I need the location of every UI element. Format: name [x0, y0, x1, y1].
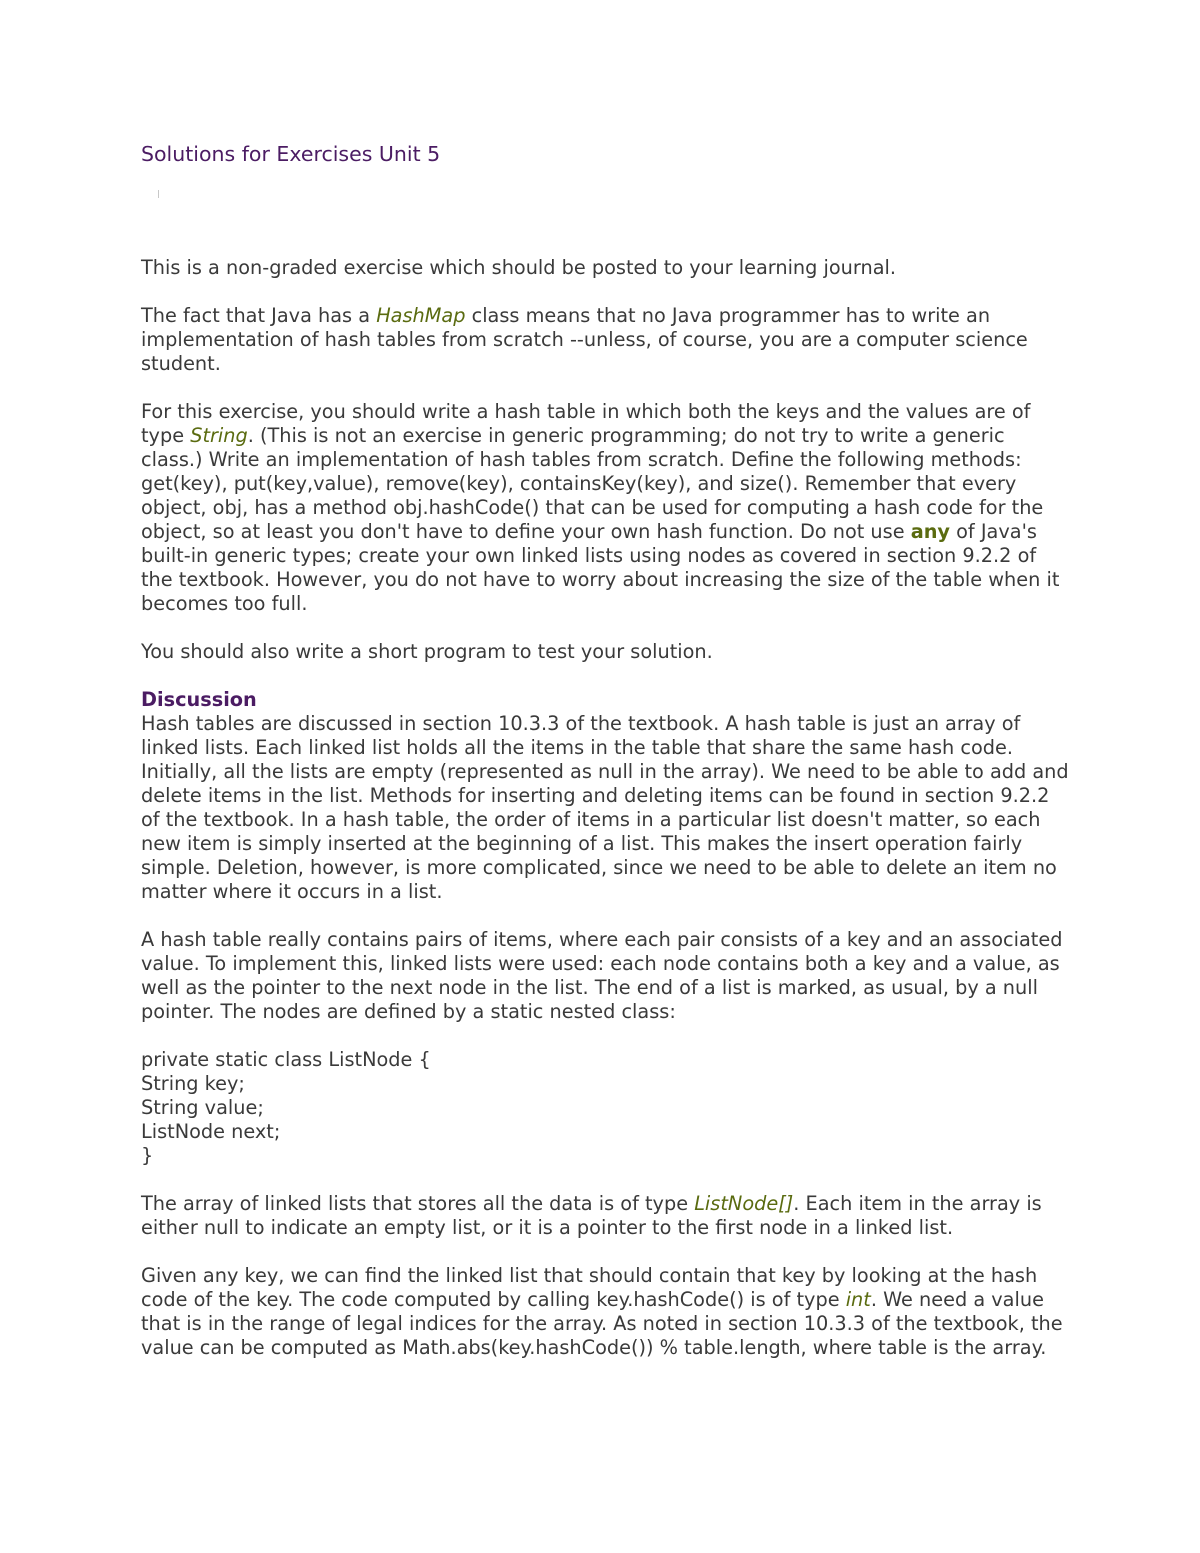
discussion-heading: Discussion [141, 688, 257, 711]
discussion-paragraph-2: A hash table really contains pairs of items, where each pair consists of a key and an associated value. To implement this, linked lists were used: each node contains both a key and a value, as well as the pointer to the next node in the list. The end of a list is marked, as usual, by a null pointer. The nodes are defined by a static nested class: [141, 928, 1063, 1023]
code-line: private static class ListNode { [141, 1048, 431, 1071]
hash-index-text-start: Given any key, we can find the linked list that should contain that key by looking at the hash code of the key. The code computed by calling key.hashCode() is of type [141, 1264, 1038, 1311]
exercise-paragraph [141, 400, 1071, 616]
int-type-name: int [845, 1288, 871, 1311]
hash-index-text-end: . We need a value that is in the range of legal indices for the array. As noted in section 10.3.3 of the textbook, the value can be computed as Math.abs(key.hashCode()) % table.length, where table is the array. [141, 1288, 1063, 1359]
array-type-text-start: The array of linked lists that stores all the data is of type [141, 1192, 695, 1215]
discussion-paragraph-1: Hash tables are discussed in section 10.3.3 of the textbook. A hash table is just an array of linked lists. Each linked list holds all the items in the table that share the same hash code. Initially, all the lists are empty (represented as null in the array). We need to be able to add and delete items in the list. Methods for inserting and deleting items can be found in section 9.2.2 of the textbook. In a hash table, the order of items in a particular list doesn't matter, so each new item is simply inserted at the beginning of a list. This makes the insert operation fairly simple. Deletion, however, is more complicated, since we need to be able to delete an item no matter where it occurs in a list. [141, 712, 1069, 903]
intro-paragraph: This is a non-graded exercise which should be posted to your learning journal. [141, 256, 896, 279]
code-block [141, 1048, 1071, 1168]
listnode-array-type: ListNode[] [694, 1192, 794, 1215]
exercise-text-end: of Java's built-in generic types; create your own linked lists using nodes as covered in section 9.2.2 of the textbook. However, you do not have to worry about increasing the size of the table when it becomes too full. [141, 520, 1060, 615]
exercise-text-start: For this exercise, you should write a hash table in which both the keys and the values are of type [141, 400, 1031, 447]
document-body [141, 140, 1071, 1360]
string-type-name: String [190, 424, 248, 447]
code-line: ListNode next; [141, 1120, 281, 1143]
hashmap-paragraph-text-start: The fact that Java has a [141, 304, 377, 327]
exercise-text-middle: . (This is not an exercise in generic programming; do not try to write a generic class.) Write an implementation of hash tables from scratch. Define the following methods: get(key), put(key,value), remove(key), containsKey(key), and size(). Remember that every object, obj, has a method obj.hashCode() that can be used for computing a hash code for the object, so at least you don't have to define your own hash function. Do not use [141, 424, 1044, 543]
code-line: String value; [141, 1096, 264, 1119]
hashmap-paragraph-text-end: class means that no Java programmer has to write an implementation of hash tables from scratch --unless, of course, you are a computer science student. [141, 304, 1028, 375]
code-line: String key; [141, 1072, 245, 1095]
array-type-paragraph [141, 1192, 1071, 1240]
hashmap-class-name: HashMap [376, 304, 466, 327]
document-title: Solutions for Exercises Unit 5 [141, 142, 441, 166]
array-type-text-end: . Each item in the array is either null to indicate an empty list, or it is a pointer to the first node in a linked list. [141, 1192, 1042, 1239]
any-emphasis: any [910, 520, 950, 543]
test-program-paragraph: You should also write a short program to test your solution. [141, 640, 713, 663]
code-line: } [141, 1144, 154, 1167]
hashmap-paragraph [141, 304, 1071, 376]
hash-index-paragraph [141, 1264, 1071, 1360]
